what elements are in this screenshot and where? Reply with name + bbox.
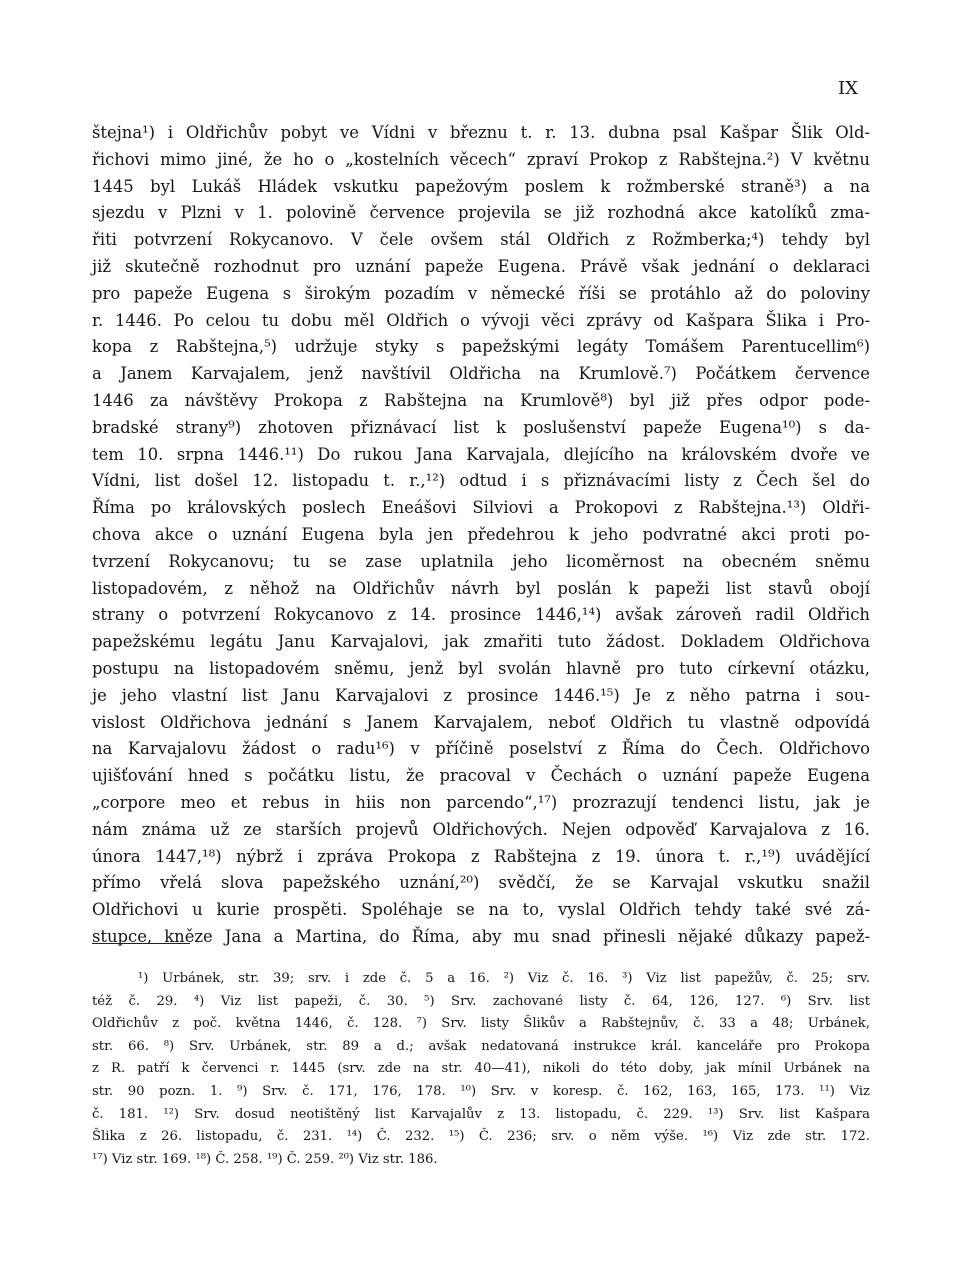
body-line: Říma po královských poslech Eneášovi Silviovi a Prokopovi z Rabštejna.¹³) Oldři- <box>92 498 870 518</box>
body-line: papežskému legátu Janu Karvajalovi, jak zmařiti tuto žádost. Dokladem Oldřichova <box>92 632 870 652</box>
body-line: r. 1446. Po celou tu dobu měl Oldřich o vývoji věci zprávy od Kašpara Šlika i Pro- <box>92 310 870 330</box>
body-line: postupu na listopadovém sněmu, jenž byl svolán hlavně pro tuto církevní otázku, <box>92 658 870 678</box>
body-line: Vídni, list došel 12. listopadu t. r.,¹²) odtud i s přiznávacími listy z Čech šel do <box>92 471 870 491</box>
body-line: ujišťování hned s počátku listu, že pracoval v Čechách o uznání papeže Eugena <box>92 766 870 786</box>
page-number: IX <box>838 78 858 99</box>
footnote-line: Šlika z 26. listopadu, č. 231. ¹⁴) Č. 232. ¹⁵) Č. 236; srv. o něm výše. ¹⁶) Viz zde str. 172. <box>92 1129 870 1145</box>
body-line: „corpore meo et rebus in hiis non parcendo“,¹⁷) prozrazují tendenci listu, jak je <box>92 792 870 812</box>
footnote-line: Oldřichův z poč. května 1446, č. 128. ⁷) Srv. listy Šlikův a Rabštejnův, č. 33 a 48; Urbánek, <box>92 1016 870 1032</box>
body-line: chova akce o uznání Eugena byla jen předehrou k jeho podvratné akci proti po- <box>92 524 870 544</box>
body-line: je jeho vlastní list Janu Karvajalovi z prosince 1446.¹⁵) Je z něho patrna i sou- <box>92 685 870 705</box>
body-line: 1445 byl Lukáš Hládek vskutku papežovým poslem k rožmberské straně³) a na <box>92 176 870 196</box>
footnote-line: též č. 29. ⁴) Viz list papeži, č. 30. ⁵) Srv. zachované listy č. 64, 126, 127. ⁶) Srv. list <box>92 993 870 1009</box>
body-line: pro papeže Eugena s širokým pozadím v německé říši se protáhlo až do poloviny <box>92 283 870 303</box>
body-line: kopa z Rabštejna,⁵) udržuje styky s papežskými legáty Tomášem Parentucellim⁶) <box>92 337 870 357</box>
footnotes <box>92 968 870 1171</box>
body-line: bradské strany⁹) zhotoven přiznávací list k poslušenství papeže Eugena¹⁰) s da- <box>92 417 870 437</box>
footnote-line: ¹⁷) Viz str. 169. ¹⁸) Č. 258. ¹⁹) Č. 259. ²⁰) Viz str. 186. <box>92 1151 438 1167</box>
body-line: 1446 za návštěvy Prokopa z Rabštejna na Krumlově⁸) byl již přes odpor pode- <box>92 390 870 410</box>
footnote-line: str. 66. ⁸) Srv. Urbánek, str. 89 a d.; avšak nedatovaná instrukce král. kanceláře pro Prokopa <box>92 1038 870 1054</box>
body-line: Oldřichovi u kurie prospěti. Spoléhaje se na to, vyslal Oldřich tehdy také své zá- <box>92 900 870 920</box>
body-line: řichovi mimo jiné, že ho o „kostelních věcech“ zpraví Prokop z Rabštejna.²) V květnu <box>92 149 870 169</box>
body-line: na Karvajalovu žádost o radu¹⁶) v příčině poselství z Říma do Čech. Oldřichovo <box>92 739 870 759</box>
body-line: vislost Oldřichova jednání s Janem Karvajalem, neboť Oldřich tu vlastně odpovídá <box>92 712 870 732</box>
body-line: řiti potvrzení Rokycanovo. V čele ovšem stál Oldřich z Rožmberka;⁴) tehdy byl <box>92 230 870 250</box>
footnote-line: č. 181. ¹²) Srv. dosud neotištěný list Karvajalův z 13. listopadu, č. 229. ¹³) Srv. list Kašpara <box>92 1106 870 1122</box>
body-line: tem 10. srpna 1446.¹¹) Do rukou Jana Karvajala, dlejícího na královském dvoře ve <box>92 444 870 464</box>
body-line: tvrzení Rokycanovu; tu se zase uplatnila jeho licoměrnost na obecném sněmu <box>92 551 870 571</box>
body-line: nám známa už ze starších projevů Oldřichových. Nejen odpověď Karvajalova z 16. <box>92 819 870 839</box>
body-line: přímo vřelá slova papežského uznání,²⁰) svědčí, že se Karvajal vskutku snažil <box>92 873 870 893</box>
body-line: již skutečně rozhodnut pro uznání papeže Eugena. Právě však jednání o deklaraci <box>92 256 870 276</box>
body-line: a Janem Karvajalem, jenž navštívil Oldřicha na Krumlově.⁷) Počátkem července <box>92 364 870 384</box>
body-text <box>92 120 870 951</box>
footnote-line: ¹) Urbánek, str. 39; srv. i zde č. 5 a 16. ²) Viz č. 16. ³) Viz list papežův, č. 25; srv. <box>138 971 870 986</box>
footnote-divider <box>92 943 190 944</box>
body-line: sjezdu v Plzni v 1. polovině července projevila se již rozhodná akce katolíků zma- <box>92 203 870 223</box>
body-line: stupce, kněze Jana a Martina, do Říma, aby mu snad přinesli nějaké důkazy papež- <box>92 926 870 946</box>
footnote-line: str. 90 pozn. 1. ⁹) Srv. č. 171, 176, 178. ¹⁰) Srv. v koresp. č. 162, 163, 165, 173. ¹¹) Viz <box>92 1083 870 1099</box>
body-line: listopadovém, z něhož na Oldřichův návrh byl poslán k papeži list stavů obojí <box>92 578 870 598</box>
body-line: února 1447,¹⁸) nýbrž i zpráva Prokopa z Rabštejna z 19. února t. r.,¹⁹) uvádějící <box>92 846 870 866</box>
body-line: strany o potvrzení Rokycanovo z 14. prosince 1446,¹⁴) avšak zároveň radil Oldřich <box>92 605 870 625</box>
body-line: štejna¹) i Oldřichův pobyt ve Vídni v březnu t. r. 13. dubna psal Kašpar Šlik Old- <box>92 123 870 142</box>
footnote-line: z R. patří k červenci r. 1445 (srv. zde na str. 40—41), nikoli do této doby, jak mínil Urbánek na <box>92 1061 870 1077</box>
